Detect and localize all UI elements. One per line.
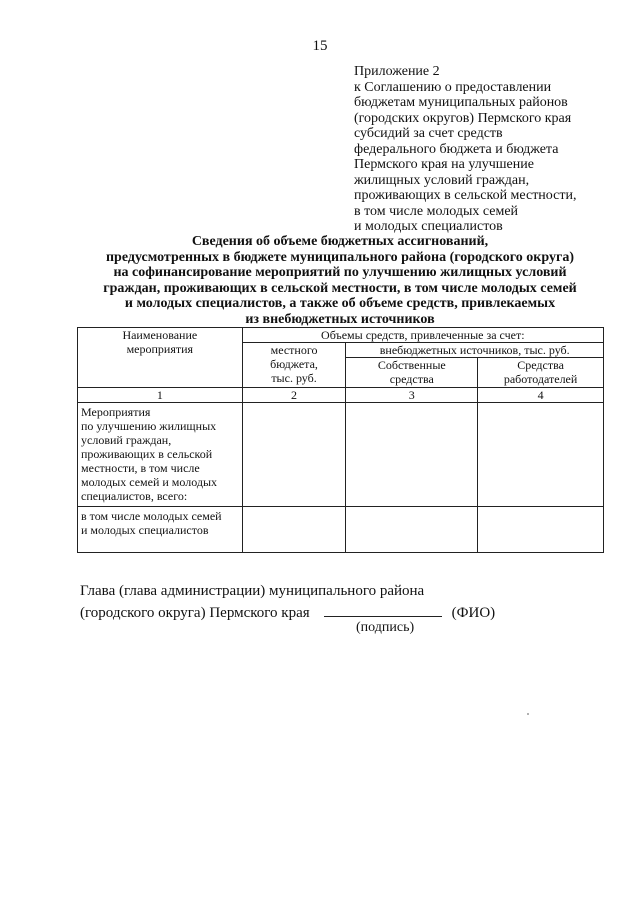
appendix-line: Пермского края на улучшение (354, 157, 534, 172)
table-row (78, 403, 604, 507)
page-number: 15 (312, 38, 328, 54)
value-cell (242, 507, 346, 553)
signature-line-2 (80, 602, 495, 624)
appendix-line: (городских округов) Пермского края (354, 110, 572, 126)
appendix-line: субсидий за счет средств (354, 126, 503, 141)
signature-block (80, 581, 495, 624)
signature-line-1: Глава (глава администрации) муниципального района (80, 583, 425, 599)
scan-speck (527, 713, 529, 715)
budget-table (77, 327, 604, 553)
fio-label: (ФИО) (451, 605, 496, 621)
header-cell-extrabudget: внебюджетных источников, тыс. руб. (346, 343, 604, 358)
header-cell-own-funds: Собственные средства (346, 358, 478, 388)
col-number-cell: 4 (478, 388, 604, 403)
signature-position: (городского округа) Пермского края (80, 605, 310, 621)
col-number-cell: 2 (242, 388, 346, 403)
appendix-line: к Соглашению о предоставлении (354, 79, 552, 95)
table-row (78, 507, 604, 553)
title-line: Сведения об объеме бюджетных ассигнований, (191, 234, 489, 249)
signature-caption: (подпись) (356, 620, 415, 635)
title-line: граждан, проживающих в сельской местности, в том числе молодых семей (103, 280, 577, 296)
header-cell-local-budget: местного бюджета, тыс. руб. (242, 343, 346, 388)
header-cell-employer-funds: Средства работодателей (478, 358, 604, 388)
title-line: и молодых специалистов, а также об объеме средств, привлекаемых (124, 296, 556, 311)
row-label-cell: в том числе молодых семей и молодых специалистов (78, 507, 243, 553)
title-line: на софинансирование мероприятий по улучшению жилищных условий (113, 265, 567, 280)
col-number-cell: 3 (346, 388, 478, 403)
header-cell-group: Объемы средств, привлеченные за счет: (242, 328, 603, 343)
appendix-line: жилищных условий граждан, (354, 172, 530, 188)
appendix-line: проживающих в сельской местности, (354, 188, 577, 203)
appendix-line: в том числе молодых семей (354, 203, 519, 219)
value-cell (478, 507, 604, 553)
signature-underline (324, 602, 442, 617)
value-cell (242, 403, 346, 507)
appendix-note (354, 64, 624, 235)
value-cell (346, 507, 478, 553)
header-cell-name: Наименование мероприятия (78, 328, 243, 388)
title-line: из внебюджетных источников (245, 311, 435, 327)
appendix-line: и молодых специалистов (354, 219, 503, 234)
value-cell (478, 403, 604, 507)
appendix-line: бюджетам муниципальных районов (354, 95, 568, 110)
value-cell (346, 403, 478, 507)
appendix-line: федерального бюджета и бюджета (354, 141, 559, 157)
title-line: предусмотренных в бюджете муниципального района (городского округа) (105, 249, 574, 265)
row-label-cell: Мероприятия по улучшению жилищных условий граждан, проживающих в сельской местности, в том числе молодых семей и молодых специалистов, всего: (78, 403, 243, 507)
col-number-cell: 1 (78, 388, 243, 403)
document-title (60, 234, 620, 327)
appendix-line: Приложение 2 (354, 64, 440, 79)
